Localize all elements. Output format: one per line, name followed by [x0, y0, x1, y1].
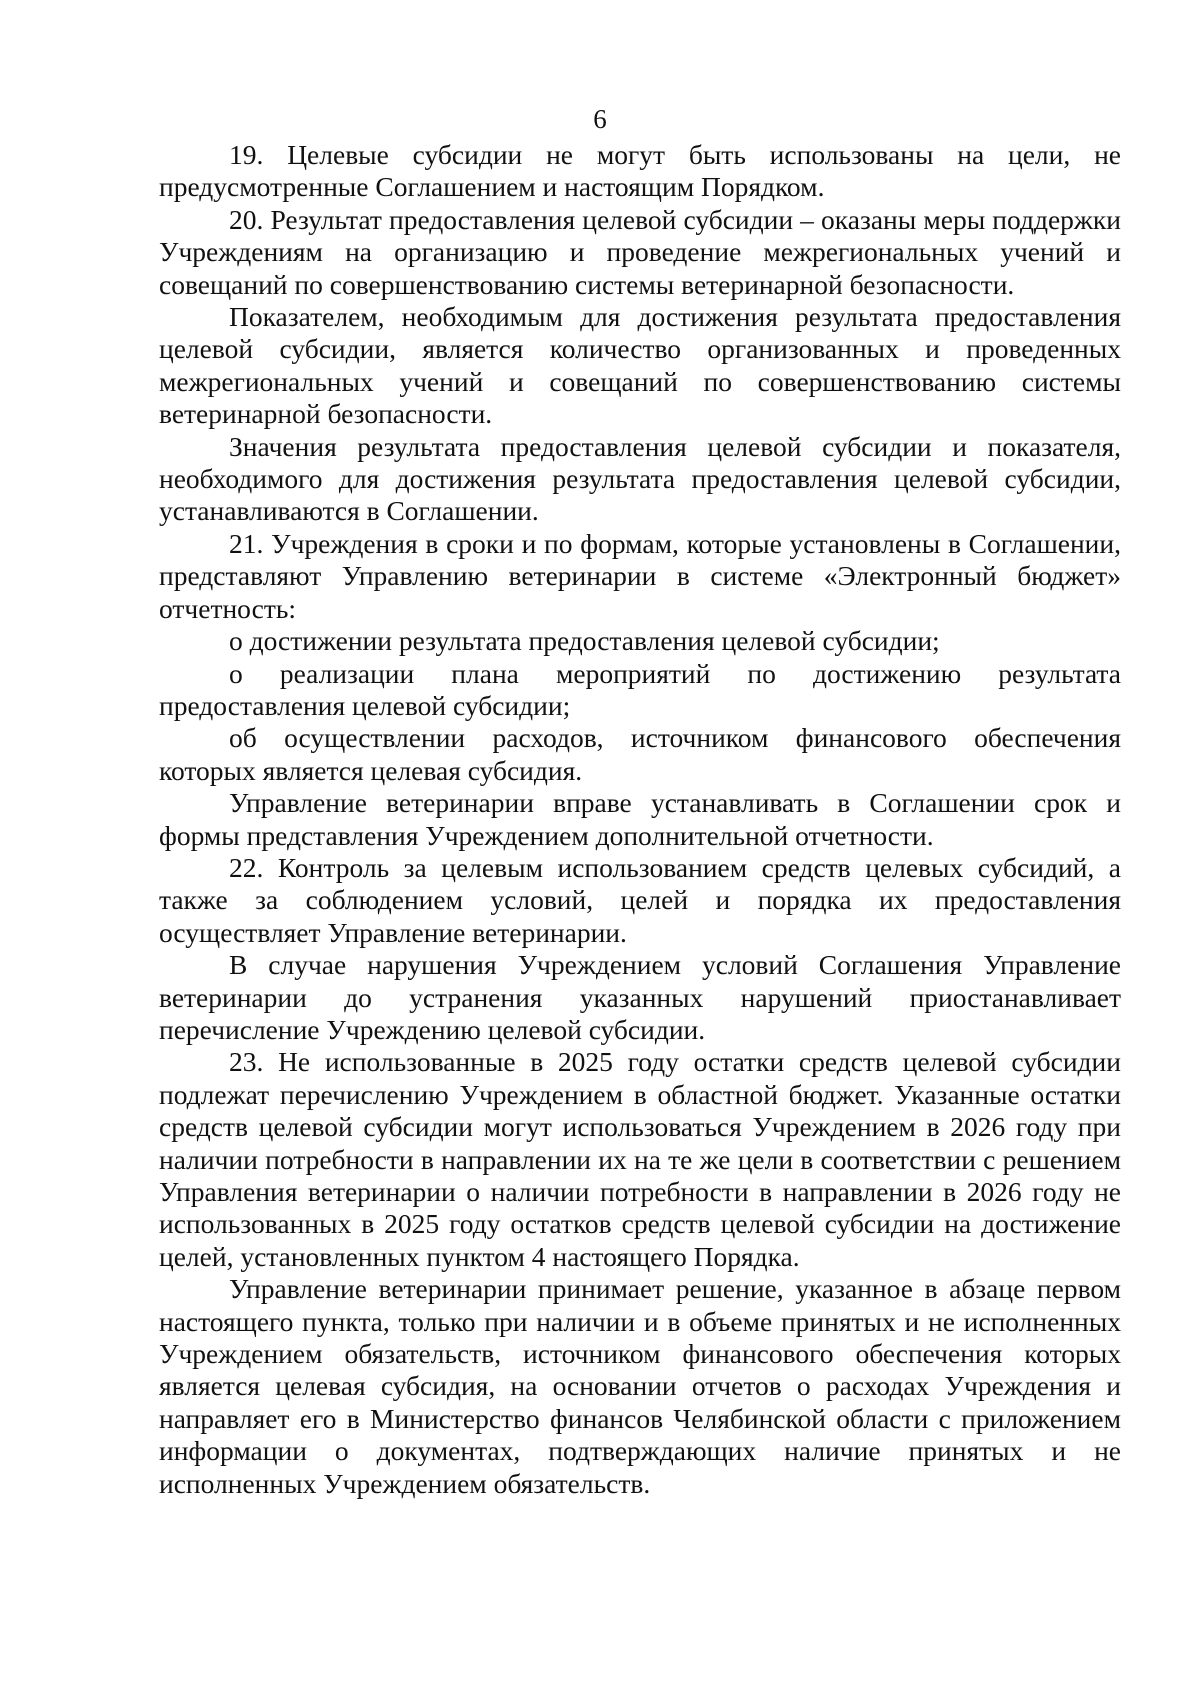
page-number: 6	[593, 104, 607, 134]
paragraph-additional-reporting: Управление ветеринарии вправе устанавливать в Соглашении срок и формы представления Учреждением дополнительной отчетности.	[159, 787, 1121, 851]
paragraph-23: 23. Не использованные в 2025 году остатки средств целевой субсидии подлежат перечислению Учреждением в областной бюджет. Указанные остатки средств целевой субсидии могут использоваться Учреждением в 2026 году при наличии потребности в направлении их на те же цели в соответствии с решением Управления ветеринарии о наличии потребности в направлении в 2026 году не использованных в 2025 году остатков средств целевой субсидии на достижение целей, установленных пунктом 4 настоящего Порядка.	[159, 1046, 1121, 1272]
paragraph-violation: В случае нарушения Учреждением условий Соглашения Управление ветеринарии до устранения указанных нарушений приостанавливает перечисление Учреждению целевой субсидии.	[159, 949, 1121, 1045]
list-item-expense-report: об осуществлении расходов, источником финансового обеспечения которых является целевая субсидия.	[159, 722, 1121, 786]
list-item-plan-report: о реализации плана мероприятий по достижению результата предоставления целевой субсидии;	[159, 657, 1121, 721]
paragraph-22: 22. Контроль за целевым использованием средств целевых субсидий, а также за соблюдением условий, целей и порядка их предоставления осуществляет Управление ветеринарии.	[159, 851, 1121, 948]
paragraph-decision: Управление ветеринарии принимает решение, указанное в абзаце первом настоящего пункта, только при наличии и в объеме принятых и не исполненных Учреждением обязательств, источником финансового обеспечения которых является целевая субсидия, на основании отчетов о расходах Учреждения и направляет его в Министерство финансов Челябинской области с приложением информации о документах, подтверждающих наличие принятых и не исполненных Учреждением обязательств.	[159, 1273, 1121, 1499]
document-body	[159, 139, 1121, 1500]
paragraph-19: 19. Целевые субсидии не могут быть использованы на цели, не предусмотренные Соглашением и настоящим Порядком.	[159, 139, 1121, 203]
paragraph-indicator: Показателем, необходимым для достижения результата предоставления целевой субсидии, является количество организованных и проведенных межрегиональных учений и совещаний по совершенствованию системы ветеринарной безопасности.	[159, 301, 1121, 430]
paragraph-21: 21. Учреждения в сроки и по формам, которые установлены в Соглашении, представляют Управлению ветеринарии в системе «Электронный бюджет» отчетность:	[159, 527, 1121, 624]
list-item-result-report: о достижении результата предоставления целевой субсидии;	[229, 625, 940, 657]
paragraph-values: Значения результата предоставления целевой субсидии и показателя, необходимого для достижения результата предоставления целевой субсидии, устанавливаются в Соглашении.	[159, 430, 1121, 527]
paragraph-20: 20. Результат предоставления целевой субсидии – оказаны меры поддержки Учреждениям на организацию и проведение межрегиональных учений и совещаний по совершенствованию системы ветеринарной безопасности.	[159, 203, 1121, 300]
